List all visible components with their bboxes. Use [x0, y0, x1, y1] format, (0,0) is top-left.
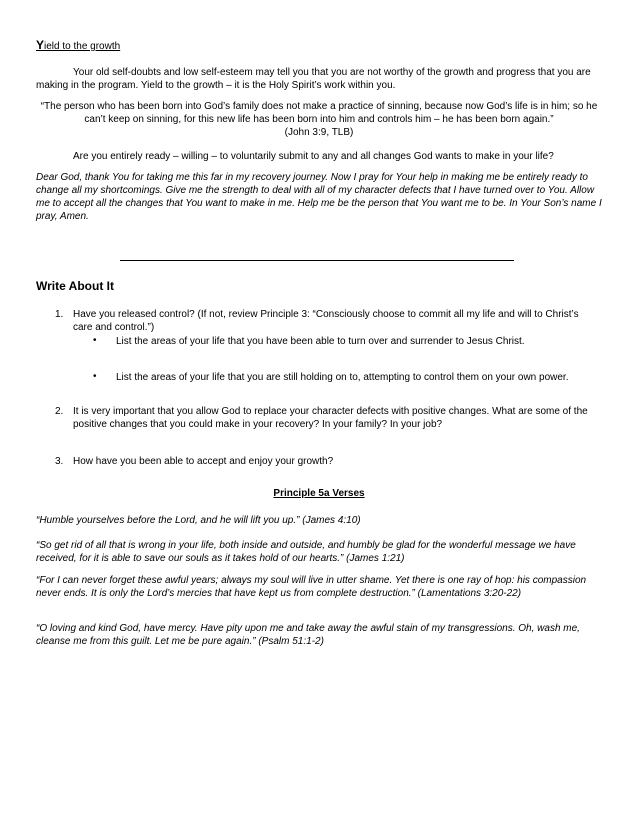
scripture-reference: (John 3:9, TLB) [284, 127, 354, 138]
bullet-icon: • [93, 335, 97, 346]
prayer-text: Dear God, thank You for taking me this far in my recovery journey. Now I pray for Your help in making me be entirely ready to change all my shortcomings. Give me the strength to deal with all of my character defects that I have turned over to You. Allow me to accept all the changes that You want to make in me. Help me be the person that You want me to be. In Your Son’s name I pray, Amen. [36, 172, 602, 222]
question-number: 3. [55, 456, 64, 467]
verse-2: “So get rid of all that is wrong in your life, both inside and outside, and humbly be glad for the wonderful message we have received, for it is able to save our souls as it takes hold of our hearts.” (James 1:21) [36, 540, 576, 564]
readiness-question: Are you entirely ready – willing – to voluntarily submit to any and all changes God wants to make in your life? [73, 151, 554, 162]
question-2: It is very important that you allow God to replace your character defects with positive changes. What are some of the positive changes that you could make in your recovery? In your family? In your job? [73, 406, 588, 430]
heading-rest: ield to the growth [44, 41, 121, 52]
question-3: How have you been able to accept and enjoy your growth? [73, 456, 334, 467]
section-heading-yield [36, 38, 120, 52]
question-number: 1. [55, 309, 64, 320]
write-about-it-title: Write About It [36, 279, 114, 293]
verse-4: “O loving and kind God, have mercy. Have pity upon me and take away the awful stain of my transgressions. Oh, wash me, cleanse me from this guilt. Let me be pure again.” (Psalm 51:1-2) [36, 623, 580, 647]
yield-paragraph: Your old self-doubts and low self-esteem may tell you that you are not worthy of the growth and progress that you are making in the program. Yield to the growth – it is the Holy Spirit’s work within you. [36, 67, 591, 91]
verse-3: “For I can never forget these awful years; always my soul will live in utter shame. Yet there is one ray of hop: his compassion never ends. It is only the Lord’s mercies that have kept us from complete destruction.” (Lamentations 3:20-22) [36, 575, 587, 599]
bullet-item-1: List the areas of your life that you have been able to turn over and surrender to Jesus Christ. [116, 336, 525, 347]
scripture-quote: “The person who has been born into God’s family does not make a practice of sinning, because now God’s life is in him; so he can’t keep on sinning, for this new life has been born into him and controls him – he has been born again.” [40, 101, 598, 125]
verse-1: “Humble yourselves before the Lord, and he will lift you up.” (James 4:10) [36, 515, 361, 526]
heading-initial: Y [36, 38, 45, 52]
bullet-icon: • [93, 371, 97, 382]
question-1: Have you released control? (If not, review Principle 3: “Consciously choose to commit all my life and will to Christ’s care and control.”) [73, 309, 579, 333]
question-number: 2. [55, 406, 64, 417]
section-divider [120, 260, 514, 261]
verses-title: Principle 5a Verses [273, 488, 365, 499]
bullet-item-2: List the areas of your life that you are still holding on to, attempting to control them on your own power. [116, 372, 569, 383]
